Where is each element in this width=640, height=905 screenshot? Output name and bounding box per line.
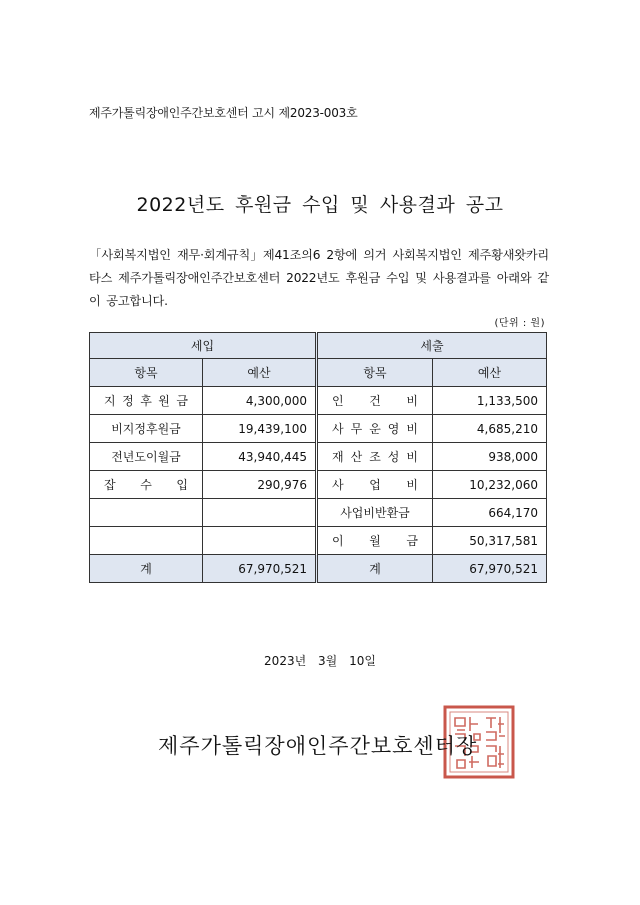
table-row (90, 415, 547, 443)
income-item-text: 비지정후원금 (111, 422, 181, 436)
expense-total: 67,970,521 (433, 555, 547, 583)
income-amount: 4,300,000 (203, 387, 317, 415)
date-month: 3월 (318, 654, 338, 668)
table-row (90, 499, 547, 527)
expense-budget-header: 예산 (433, 359, 547, 387)
income-amount: 19,439,100 (203, 415, 317, 443)
expense-item (317, 527, 433, 555)
expense-amount: 50,317,581 (433, 527, 547, 555)
income-item (90, 387, 203, 415)
expense-item (317, 415, 433, 443)
income-amount: 43,940,445 (203, 443, 317, 471)
expense-item (317, 443, 433, 471)
expense-amount: 4,685,210 (433, 415, 547, 443)
expense-total-label: 계 (317, 555, 433, 583)
expense-item-text: 인 건 비 (332, 394, 418, 408)
announcement-date (0, 652, 640, 669)
expense-item (317, 471, 433, 499)
income-amount: 290,976 (203, 471, 317, 499)
expense-item-text: 사 업 비 (332, 478, 418, 492)
income-item (90, 443, 203, 471)
expense-item-text: 재 산 조 성 비 (332, 450, 418, 464)
income-total-label: 계 (90, 555, 203, 583)
expense-item (317, 499, 433, 527)
organization-name: 제주가톨릭장애인주간보호센터장 (158, 734, 478, 758)
table-row (90, 471, 547, 499)
table-group-header-row (90, 333, 547, 359)
income-item-text: 전년도이월금 (111, 450, 181, 464)
expense-amount: 1,133,500 (433, 387, 547, 415)
income-amount (203, 499, 317, 527)
income-item (90, 527, 203, 555)
notice-number: 제주가톨릭장애인주간보호센터 고시 제2023-003호 (89, 106, 358, 120)
budget-table (89, 332, 547, 583)
income-header: 세입 (90, 333, 317, 359)
income-item (90, 499, 203, 527)
income-item-text: 잡 수 입 (104, 478, 188, 492)
date-day: 10일 (349, 654, 376, 668)
table-row (90, 443, 547, 471)
expense-amount: 938,000 (433, 443, 547, 471)
expense-amount: 664,170 (433, 499, 547, 527)
expense-item-text: 사 무 운 영 비 (332, 422, 418, 436)
table-row (90, 387, 547, 415)
document-title: 2022년도 후원금 수입 및 사용결과 공고 (136, 194, 504, 216)
announcement-text: 「사회복지법인 재무·회계규칙」제41조의6 2항에 의거 사회복지법인 제주황새왓카리타스 제주가톨릭장애인주간보호센터 2022년도 후원금 수입 및 사용결과를 아래와 같이 공고합니다. (89, 248, 549, 308)
income-budget-header: 예산 (203, 359, 317, 387)
income-item-text: 지 정 후 원 금 (104, 394, 188, 408)
income-item (90, 471, 203, 499)
expense-item (317, 387, 433, 415)
expense-item-header: 항목 (317, 359, 433, 387)
date-year: 2023년 (264, 654, 307, 668)
income-item-header: 항목 (90, 359, 203, 387)
expense-amount: 10,232,060 (433, 471, 547, 499)
income-item (90, 415, 203, 443)
income-total: 67,970,521 (203, 555, 317, 583)
income-amount (203, 527, 317, 555)
table-column-header-row (90, 359, 547, 387)
unit-label: (단위 : 원) (494, 318, 545, 329)
expense-item-text: 이 월 금 (332, 534, 418, 548)
table-row (90, 527, 547, 555)
expense-item-text: 사업비반환금 (340, 506, 410, 520)
table-total-row (90, 555, 547, 583)
expense-header: 세출 (317, 333, 547, 359)
